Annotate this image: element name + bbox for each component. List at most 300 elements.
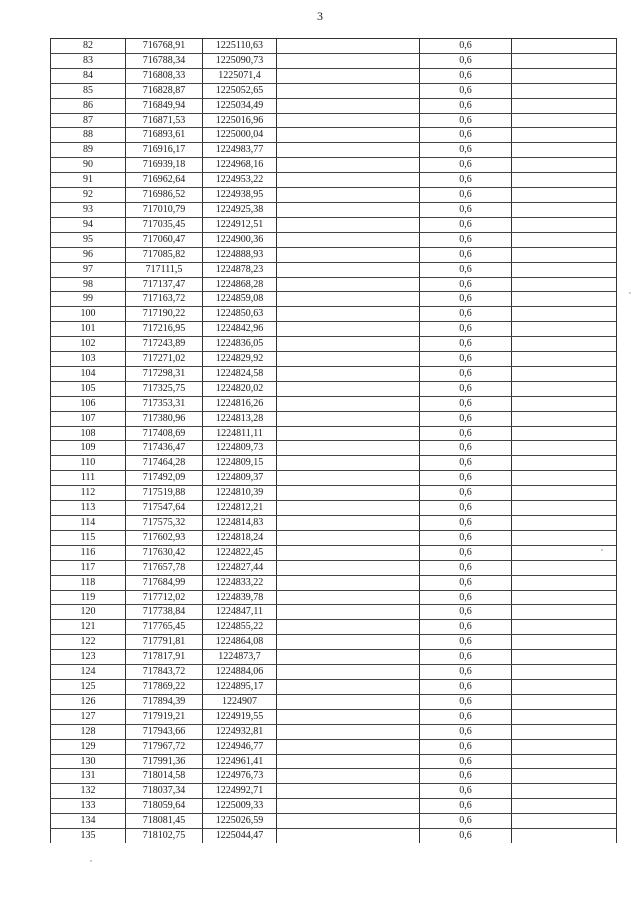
extra-cell xyxy=(512,158,617,173)
table-row xyxy=(51,456,617,471)
table-row xyxy=(51,337,617,352)
y-coordinate-cell: 1224938,95 xyxy=(203,188,277,203)
value-cell: 0,6 xyxy=(420,605,512,620)
y-coordinate-cell: 1224839,78 xyxy=(203,590,277,605)
value-cell: 0,6 xyxy=(420,829,512,843)
point-number-cell: 111 xyxy=(51,471,126,486)
value-cell: 0,6 xyxy=(420,441,512,456)
extra-cell xyxy=(512,113,617,128)
blank-cell xyxy=(277,799,420,814)
value-cell: 0,6 xyxy=(420,560,512,575)
y-coordinate-cell: 1224829,92 xyxy=(203,352,277,367)
x-coordinate-cell: 717464,28 xyxy=(126,456,203,471)
point-number-cell: 123 xyxy=(51,650,126,665)
x-coordinate-cell: 717519,88 xyxy=(126,486,203,501)
extra-cell xyxy=(512,173,617,188)
table-row xyxy=(51,411,617,426)
extra-cell xyxy=(512,665,617,680)
point-number-cell: 110 xyxy=(51,456,126,471)
x-coordinate-cell: 716986,52 xyxy=(126,188,203,203)
extra-cell xyxy=(512,98,617,113)
y-coordinate-cell: 1224873,7 xyxy=(203,650,277,665)
y-coordinate-cell: 1224900,36 xyxy=(203,232,277,247)
extra-cell xyxy=(512,605,617,620)
point-number-cell: 83 xyxy=(51,53,126,68)
y-coordinate-cell: 1224827,44 xyxy=(203,560,277,575)
x-coordinate-cell: 717919,21 xyxy=(126,709,203,724)
y-coordinate-cell: 1224878,23 xyxy=(203,262,277,277)
y-coordinate-cell: 1224813,28 xyxy=(203,411,277,426)
extra-cell xyxy=(512,143,617,158)
y-coordinate-cell: 1224895,17 xyxy=(203,679,277,694)
x-coordinate-cell: 717408,69 xyxy=(126,426,203,441)
extra-cell xyxy=(512,441,617,456)
blank-cell xyxy=(277,98,420,113)
x-coordinate-cell: 716871,53 xyxy=(126,113,203,128)
value-cell: 0,6 xyxy=(420,679,512,694)
extra-cell xyxy=(512,635,617,650)
point-number-cell: 95 xyxy=(51,232,126,247)
value-cell: 0,6 xyxy=(420,486,512,501)
table-row xyxy=(51,426,617,441)
extra-cell xyxy=(512,724,617,739)
blank-cell xyxy=(277,381,420,396)
point-number-cell: 126 xyxy=(51,694,126,709)
blank-cell xyxy=(277,173,420,188)
point-number-cell: 135 xyxy=(51,829,126,843)
y-coordinate-cell: 1224850,63 xyxy=(203,307,277,322)
extra-cell xyxy=(512,426,617,441)
value-cell: 0,6 xyxy=(420,709,512,724)
point-number-cell: 89 xyxy=(51,143,126,158)
value-cell: 0,6 xyxy=(420,98,512,113)
blank-cell xyxy=(277,635,420,650)
table-row xyxy=(51,232,617,247)
table-row xyxy=(51,53,617,68)
y-coordinate-cell: 1224884,06 xyxy=(203,665,277,680)
extra-cell xyxy=(512,322,617,337)
extra-cell xyxy=(512,128,617,143)
table-row xyxy=(51,665,617,680)
extra-cell xyxy=(512,590,617,605)
y-coordinate-cell: 1224859,08 xyxy=(203,292,277,307)
blank-cell xyxy=(277,411,420,426)
value-cell: 0,6 xyxy=(420,426,512,441)
extra-cell xyxy=(512,411,617,426)
blank-cell xyxy=(277,709,420,724)
y-coordinate-cell: 1224820,02 xyxy=(203,381,277,396)
table-row xyxy=(51,486,617,501)
value-cell: 0,6 xyxy=(420,68,512,83)
point-number-cell: 91 xyxy=(51,173,126,188)
y-coordinate-cell: 1224847,11 xyxy=(203,605,277,620)
x-coordinate-cell: 718102,75 xyxy=(126,829,203,843)
extra-cell xyxy=(512,814,617,829)
blank-cell xyxy=(277,83,420,98)
blank-cell xyxy=(277,158,420,173)
table-row xyxy=(51,143,617,158)
table-row xyxy=(51,188,617,203)
value-cell: 0,6 xyxy=(420,352,512,367)
y-coordinate-cell: 1224824,58 xyxy=(203,366,277,381)
extra-cell xyxy=(512,307,617,322)
x-coordinate-cell: 717060,47 xyxy=(126,232,203,247)
point-number-cell: 106 xyxy=(51,396,126,411)
table-row xyxy=(51,98,617,113)
value-cell: 0,6 xyxy=(420,724,512,739)
blank-cell xyxy=(277,694,420,709)
blank-cell xyxy=(277,366,420,381)
extra-cell xyxy=(512,53,617,68)
y-coordinate-cell: 1224968,16 xyxy=(203,158,277,173)
blank-cell xyxy=(277,814,420,829)
value-cell: 0,6 xyxy=(420,366,512,381)
extra-cell xyxy=(512,68,617,83)
x-coordinate-cell: 718081,45 xyxy=(126,814,203,829)
y-coordinate-cell: 1224983,77 xyxy=(203,143,277,158)
value-cell: 0,6 xyxy=(420,217,512,232)
value-cell: 0,6 xyxy=(420,545,512,560)
value-cell: 0,6 xyxy=(420,516,512,531)
blank-cell xyxy=(277,769,420,784)
y-coordinate-cell: 1224932,81 xyxy=(203,724,277,739)
table-row xyxy=(51,173,617,188)
x-coordinate-cell: 717085,82 xyxy=(126,247,203,262)
table-row xyxy=(51,516,617,531)
y-coordinate-cell: 1224864,08 xyxy=(203,635,277,650)
point-number-cell: 130 xyxy=(51,754,126,769)
table-row xyxy=(51,68,617,83)
point-number-cell: 120 xyxy=(51,605,126,620)
y-coordinate-cell: 1225026,59 xyxy=(203,814,277,829)
blank-cell xyxy=(277,679,420,694)
y-coordinate-cell: 1224855,22 xyxy=(203,620,277,635)
y-coordinate-cell: 1224833,22 xyxy=(203,575,277,590)
point-number-cell: 125 xyxy=(51,679,126,694)
x-coordinate-cell: 717943,66 xyxy=(126,724,203,739)
y-coordinate-cell: 1225110,63 xyxy=(203,39,277,54)
point-number-cell: 86 xyxy=(51,98,126,113)
blank-cell xyxy=(277,352,420,367)
point-number-cell: 82 xyxy=(51,39,126,54)
point-number-cell: 92 xyxy=(51,188,126,203)
blank-cell xyxy=(277,53,420,68)
extra-cell xyxy=(512,575,617,590)
blank-cell xyxy=(277,590,420,605)
value-cell: 0,6 xyxy=(420,39,512,54)
table-row xyxy=(51,590,617,605)
blank-cell xyxy=(277,337,420,352)
point-number-cell: 109 xyxy=(51,441,126,456)
value-cell: 0,6 xyxy=(420,173,512,188)
table-row xyxy=(51,307,617,322)
y-coordinate-cell: 1224811,11 xyxy=(203,426,277,441)
x-coordinate-cell: 717967,72 xyxy=(126,739,203,754)
blank-cell xyxy=(277,665,420,680)
x-coordinate-cell: 717325,75 xyxy=(126,381,203,396)
x-coordinate-cell: 717602,93 xyxy=(126,530,203,545)
table-row xyxy=(51,202,617,217)
table-row xyxy=(51,545,617,560)
extra-cell xyxy=(512,560,617,575)
point-number-cell: 98 xyxy=(51,277,126,292)
extra-cell xyxy=(512,501,617,516)
blank-cell xyxy=(277,575,420,590)
blank-cell xyxy=(277,530,420,545)
blank-cell xyxy=(277,396,420,411)
table-row xyxy=(51,217,617,232)
x-coordinate-cell: 717712,02 xyxy=(126,590,203,605)
value-cell: 0,6 xyxy=(420,650,512,665)
point-number-cell: 102 xyxy=(51,337,126,352)
x-coordinate-cell: 717817,91 xyxy=(126,650,203,665)
x-coordinate-cell: 716808,33 xyxy=(126,68,203,83)
y-coordinate-cell: 1224809,37 xyxy=(203,471,277,486)
y-coordinate-cell: 1224816,26 xyxy=(203,396,277,411)
y-coordinate-cell: 1224925,38 xyxy=(203,202,277,217)
table-row xyxy=(51,322,617,337)
x-coordinate-cell: 717243,89 xyxy=(126,337,203,352)
x-coordinate-cell: 717869,22 xyxy=(126,679,203,694)
value-cell: 0,6 xyxy=(420,620,512,635)
y-coordinate-cell: 1225044,47 xyxy=(203,829,277,843)
extra-cell xyxy=(512,83,617,98)
extra-cell xyxy=(512,650,617,665)
value-cell: 0,6 xyxy=(420,381,512,396)
blank-cell xyxy=(277,754,420,769)
blank-cell xyxy=(277,68,420,83)
y-coordinate-cell: 1224976,73 xyxy=(203,769,277,784)
point-number-cell: 96 xyxy=(51,247,126,262)
y-coordinate-cell: 1224946,77 xyxy=(203,739,277,754)
value-cell: 0,6 xyxy=(420,694,512,709)
blank-cell xyxy=(277,650,420,665)
x-coordinate-cell: 718014,58 xyxy=(126,769,203,784)
point-number-cell: 105 xyxy=(51,381,126,396)
point-number-cell: 97 xyxy=(51,262,126,277)
point-number-cell: 84 xyxy=(51,68,126,83)
value-cell: 0,6 xyxy=(420,247,512,262)
blank-cell xyxy=(277,516,420,531)
table-row xyxy=(51,754,617,769)
scan-speck xyxy=(601,549,603,551)
value-cell: 0,6 xyxy=(420,337,512,352)
y-coordinate-cell: 1224912,51 xyxy=(203,217,277,232)
y-coordinate-cell: 1225052,65 xyxy=(203,83,277,98)
scan-speck xyxy=(90,860,92,862)
point-number-cell: 85 xyxy=(51,83,126,98)
point-number-cell: 122 xyxy=(51,635,126,650)
blank-cell xyxy=(277,307,420,322)
extra-cell xyxy=(512,337,617,352)
y-coordinate-cell: 1225034,49 xyxy=(203,98,277,113)
value-cell: 0,6 xyxy=(420,501,512,516)
value-cell: 0,6 xyxy=(420,799,512,814)
table-row xyxy=(51,262,617,277)
blank-cell xyxy=(277,456,420,471)
blank-cell xyxy=(277,441,420,456)
table-row xyxy=(51,620,617,635)
blank-cell xyxy=(277,426,420,441)
point-number-cell: 118 xyxy=(51,575,126,590)
blank-cell xyxy=(277,262,420,277)
y-coordinate-cell: 1224953,22 xyxy=(203,173,277,188)
page-number: 3 xyxy=(317,9,323,23)
y-coordinate-cell: 1224868,28 xyxy=(203,277,277,292)
point-number-cell: 115 xyxy=(51,530,126,545)
y-coordinate-cell: 1224992,71 xyxy=(203,784,277,799)
extra-cell xyxy=(512,739,617,754)
point-number-cell: 117 xyxy=(51,560,126,575)
table-row xyxy=(51,396,617,411)
x-coordinate-cell: 717843,72 xyxy=(126,665,203,680)
extra-cell xyxy=(512,456,617,471)
extra-cell xyxy=(512,202,617,217)
value-cell: 0,6 xyxy=(420,158,512,173)
x-coordinate-cell: 717684,99 xyxy=(126,575,203,590)
value-cell: 0,6 xyxy=(420,143,512,158)
blank-cell xyxy=(277,217,420,232)
point-number-cell: 113 xyxy=(51,501,126,516)
x-coordinate-cell: 717547,64 xyxy=(126,501,203,516)
table-row xyxy=(51,694,617,709)
value-cell: 0,6 xyxy=(420,784,512,799)
blank-cell xyxy=(277,232,420,247)
blank-cell xyxy=(277,322,420,337)
value-cell: 0,6 xyxy=(420,635,512,650)
y-coordinate-cell: 1224961,41 xyxy=(203,754,277,769)
blank-cell xyxy=(277,188,420,203)
value-cell: 0,6 xyxy=(420,202,512,217)
value-cell: 0,6 xyxy=(420,396,512,411)
blank-cell xyxy=(277,829,420,843)
table-row xyxy=(51,292,617,307)
x-coordinate-cell: 716788,34 xyxy=(126,53,203,68)
extra-cell xyxy=(512,620,617,635)
value-cell: 0,6 xyxy=(420,53,512,68)
x-coordinate-cell: 717298,31 xyxy=(126,366,203,381)
y-coordinate-cell: 1224809,73 xyxy=(203,441,277,456)
blank-cell xyxy=(277,202,420,217)
blank-cell xyxy=(277,605,420,620)
point-number-cell: 90 xyxy=(51,158,126,173)
extra-cell xyxy=(512,381,617,396)
table-row xyxy=(51,605,617,620)
extra-cell xyxy=(512,277,617,292)
value-cell: 0,6 xyxy=(420,113,512,128)
point-number-cell: 124 xyxy=(51,665,126,680)
x-coordinate-cell: 716849,94 xyxy=(126,98,203,113)
table-row xyxy=(51,575,617,590)
point-number-cell: 99 xyxy=(51,292,126,307)
y-coordinate-cell: 1225009,33 xyxy=(203,799,277,814)
extra-cell xyxy=(512,545,617,560)
blank-cell xyxy=(277,560,420,575)
table-row xyxy=(51,560,617,575)
y-coordinate-cell: 1224809,15 xyxy=(203,456,277,471)
x-coordinate-cell: 717575,32 xyxy=(126,516,203,531)
value-cell: 0,6 xyxy=(420,83,512,98)
value-cell: 0,6 xyxy=(420,575,512,590)
value-cell: 0,6 xyxy=(420,322,512,337)
point-number-cell: 116 xyxy=(51,545,126,560)
x-coordinate-cell: 716828,87 xyxy=(126,83,203,98)
value-cell: 0,6 xyxy=(420,188,512,203)
extra-cell xyxy=(512,366,617,381)
value-cell: 0,6 xyxy=(420,277,512,292)
extra-cell xyxy=(512,217,617,232)
x-coordinate-cell: 717436,47 xyxy=(126,441,203,456)
extra-cell xyxy=(512,679,617,694)
blank-cell xyxy=(277,471,420,486)
blank-cell xyxy=(277,247,420,262)
coordinates-table xyxy=(50,38,617,843)
x-coordinate-cell: 716939,18 xyxy=(126,158,203,173)
x-coordinate-cell: 716893,61 xyxy=(126,128,203,143)
point-number-cell: 94 xyxy=(51,217,126,232)
point-number-cell: 88 xyxy=(51,128,126,143)
extra-cell xyxy=(512,516,617,531)
x-coordinate-cell: 716962,64 xyxy=(126,173,203,188)
point-number-cell: 121 xyxy=(51,620,126,635)
y-coordinate-cell: 1224810,39 xyxy=(203,486,277,501)
value-cell: 0,6 xyxy=(420,232,512,247)
blank-cell xyxy=(277,724,420,739)
point-number-cell: 133 xyxy=(51,799,126,814)
y-coordinate-cell: 1225000,04 xyxy=(203,128,277,143)
x-coordinate-cell: 718059,64 xyxy=(126,799,203,814)
blank-cell xyxy=(277,277,420,292)
coordinates-table-body xyxy=(51,39,617,843)
table-row xyxy=(51,277,617,292)
blank-cell xyxy=(277,501,420,516)
point-number-cell: 134 xyxy=(51,814,126,829)
table-row xyxy=(51,352,617,367)
y-coordinate-cell: 1225090,73 xyxy=(203,53,277,68)
value-cell: 0,6 xyxy=(420,590,512,605)
value-cell: 0,6 xyxy=(420,292,512,307)
extra-cell xyxy=(512,292,617,307)
x-coordinate-cell: 717657,78 xyxy=(126,560,203,575)
extra-cell xyxy=(512,784,617,799)
point-number-cell: 93 xyxy=(51,202,126,217)
table-row xyxy=(51,769,617,784)
table-row xyxy=(51,113,617,128)
y-coordinate-cell: 1224919,55 xyxy=(203,709,277,724)
point-number-cell: 104 xyxy=(51,366,126,381)
y-coordinate-cell: 1224836,05 xyxy=(203,337,277,352)
extra-cell xyxy=(512,709,617,724)
extra-cell xyxy=(512,471,617,486)
x-coordinate-cell: 717738,84 xyxy=(126,605,203,620)
extra-cell xyxy=(512,262,617,277)
table-row xyxy=(51,709,617,724)
extra-cell xyxy=(512,486,617,501)
value-cell: 0,6 xyxy=(420,769,512,784)
point-number-cell: 87 xyxy=(51,113,126,128)
x-coordinate-cell: 717380,96 xyxy=(126,411,203,426)
x-coordinate-cell: 717137,47 xyxy=(126,277,203,292)
y-coordinate-cell: 1224842,96 xyxy=(203,322,277,337)
table-row xyxy=(51,501,617,516)
point-number-cell: 119 xyxy=(51,590,126,605)
table-row xyxy=(51,247,617,262)
extra-cell xyxy=(512,694,617,709)
blank-cell xyxy=(277,739,420,754)
value-cell: 0,6 xyxy=(420,128,512,143)
blank-cell xyxy=(277,39,420,54)
blank-cell xyxy=(277,143,420,158)
